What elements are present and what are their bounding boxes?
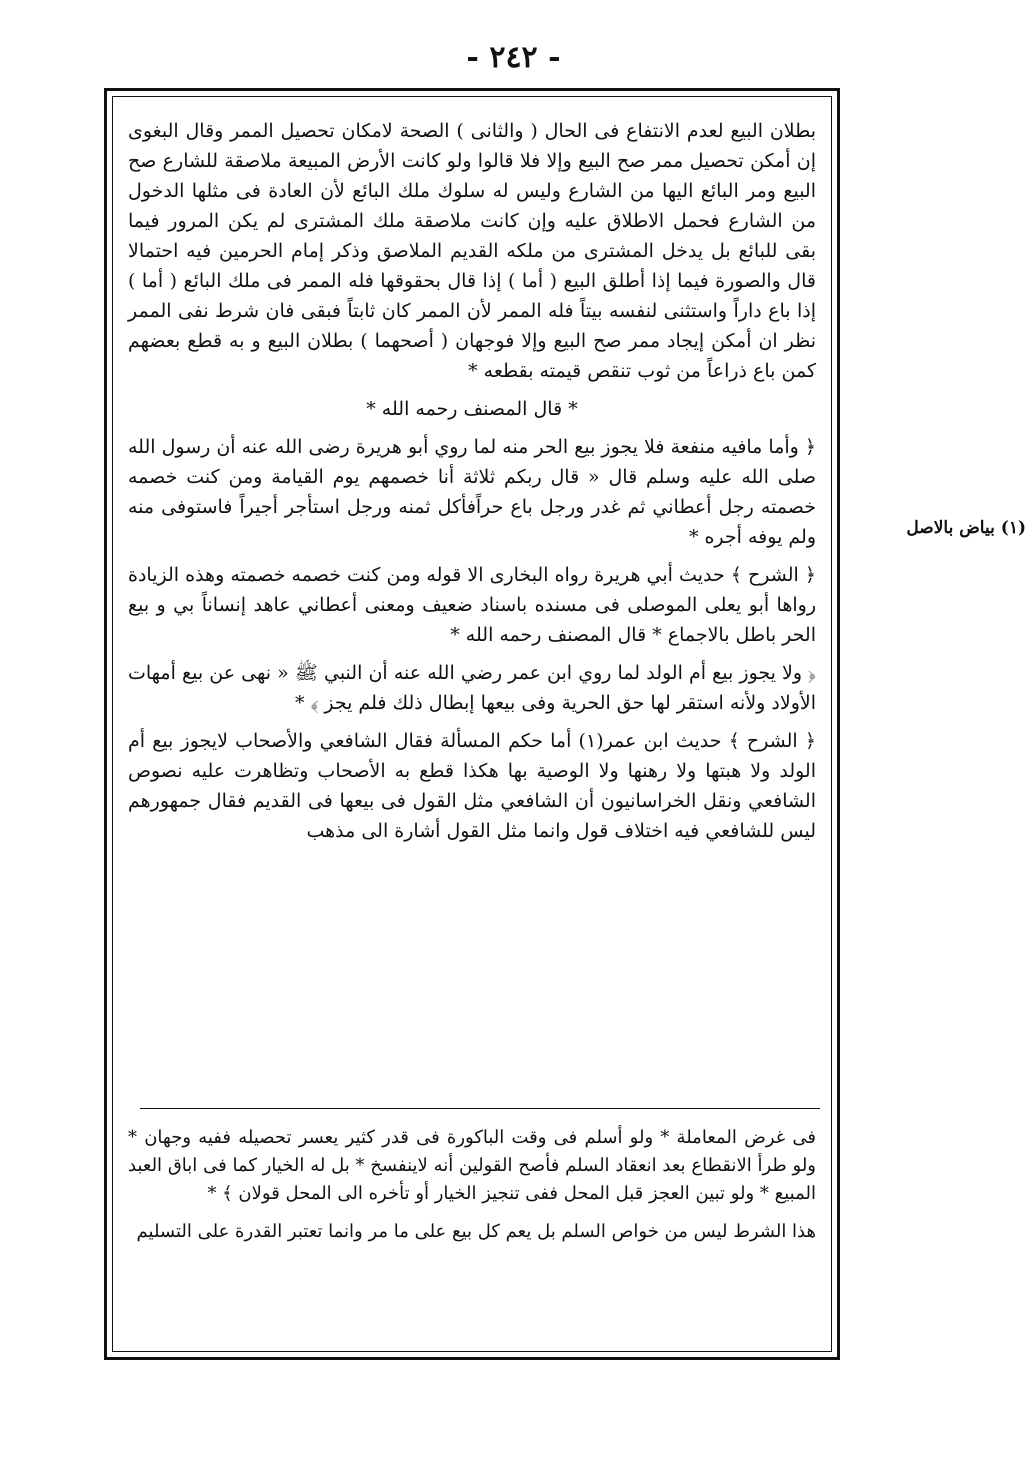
footnote-block bbox=[128, 1124, 816, 1256]
paragraph-sharh-ibn-umar: ﴿ الشرح ﴾ حديث ابن عمر(١) أما حكم المسألة فقال الشافعي والأصحاب لايجوز بيع أم الولد ولا هبتها ولا رهنها ولا الوصية بها هكذا قطع به الأصحاب وتظاهرت عليه نصوص الشافعي ونقل الخراسانيون أن الشافعي مثل القول فى بيعها فى القديم فقال جمهورهم ليس للشافعي فيه اختلاف قول وانما مثل القول أشارة الى مذهب bbox=[128, 730, 816, 843]
margin-note: (١) بياض بالاصل bbox=[906, 518, 1026, 538]
footnote-text: فى غرض المعاملة * ولو أسلم فى وقت الباكورة فى قدر كثير يعسر تحصيله ففيه وجهان * ولو طرأ الانقطاع بعد انعقاد السلم فأصح القولين أنه لاينفسخ * بل له الخيار كما فى اباق العبد المبيع * ولو تبين العجز قبل المحل ففى تنجيز الخيار أو تأخره الى المحل قولان ﴾ * bbox=[128, 1127, 816, 1204]
paragraph-author-heading: * قال المصنف رحمه الله * bbox=[366, 398, 578, 421]
paragraph-commentary-continuation: بطلان البيع لعدم الانتفاع فى الحال ( والثانى ) الصحة لامكان تحصيل الممر وقال البغوى إن أمكن تحصيل ممر صح البيع وإلا فلا قالوا ولو كانت الأرض المبيعة ملاصقة للشارع صح البيع ومر البائع اليها من الشارع وليس له سلوك ملك البائع لأن العادة فى مثلها الدخول من الشارع فحمل الاطلاق عليه وإن كانت ملاصقة ملك المشترى لم يكن المرور فيما بقى للبائع بل يدخل المشترى من ملكه القديم الملاصق وذكر إمام الحرمين فيه احتمالا قال والصورة فيما إذا أطلق البيع ( أما ) إذا قال بحقوقها فله الممر فى ملك البائع ( أما ) إذا باع داراً واستثنى لنفسه بيتاً فله الممر لأن الممر كان ثابتاً فبقى فان شرط نفى الممر نظر ان أمكن إيجاد ممر صح البيع وإلا فوجهان ( أصحهما ) بطلان البيع و به قطع بعضهم كمن باع ذراعاً من ثوب تنقص قيمته بقطعه * bbox=[128, 120, 816, 383]
paragraph-matn-free-person: ﴿ وأما مافيه منفعة فلا يجوز بيع الحر منه لما روي أبو هريرة رضى الله عنه أن رسول الله صلى الله عليه وسلم قال « قال ربكم ثلاثة أنا خصمهم يوم القيامة ومن كنت خصمه خصمته رجل أعطاني ثم غدر ورجل باع حراًفأكل ثمنه ورجل استأجر أجيراً فاستوفى منه ولم يوفه أجره * bbox=[128, 436, 816, 549]
page-number: - ٢٤٢ - bbox=[466, 40, 561, 75]
footnote-separator bbox=[140, 1108, 820, 1109]
main-text-block bbox=[128, 116, 816, 854]
paragraph-sharh-abu-hurayra: ﴿ الشرح ﴾ حديث أبي هريرة رواه البخارى الا قوله ومن كنت خصمه خصمته وهذه الزيادة رواها أبو يعلى الموصلى فى مسنده باسناد ضعيف ومعنى أعطاني عاهد إنساناً بي و بيع الحر باطل بالاجماع * قال المصنف رحمه الله * bbox=[128, 564, 816, 647]
footnote-text: هذا الشرط ليس من خواص السلم بل يعم كل بيع على ما مر وانما تعتبر القدرة على التسليم bbox=[136, 1220, 816, 1242]
paragraph-matn-umm-walad: ﴿ ولا يجوز بيع أم الولد لما روي ابن عمر رضي الله عنه أن النبي ﷺ « نهى عن بيع أمهات الأولاد ولأنه استقر لها حق الحرية وفى بيعها إبطال ذلك فلم يجز ﴾ * bbox=[128, 662, 816, 715]
